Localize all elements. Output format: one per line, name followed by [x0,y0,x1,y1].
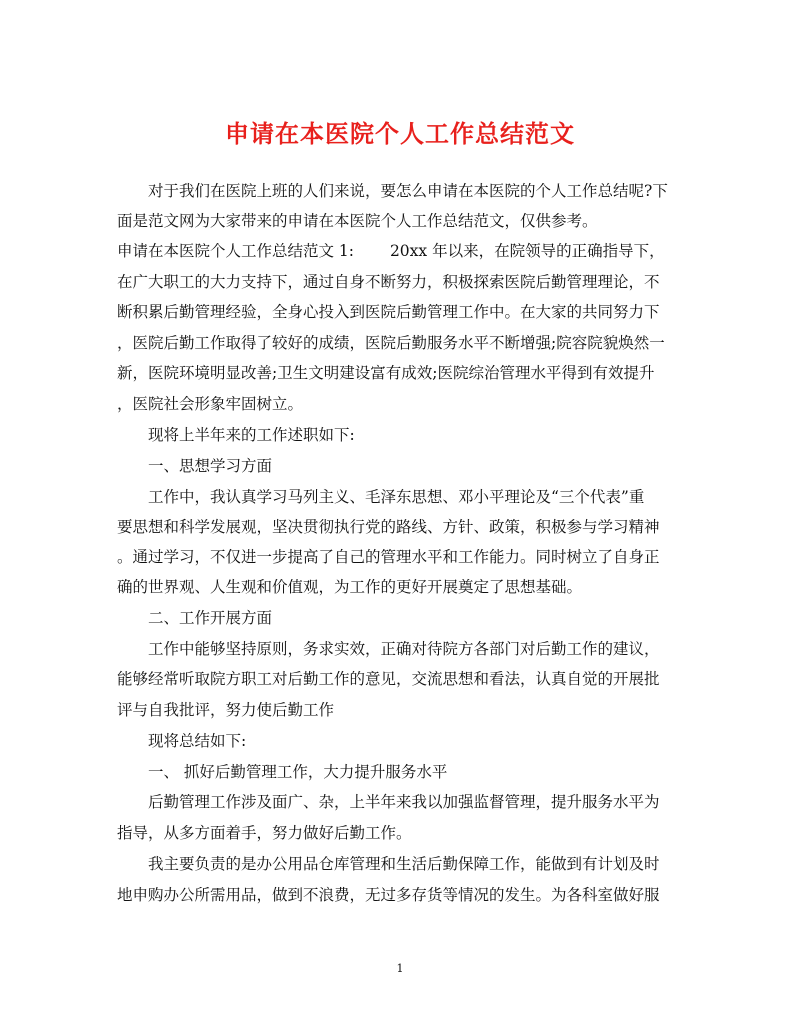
body-line: 面是范文网为大家带来的申请在本医院个人工作总结范文，仅供参考。 [117,212,598,230]
body-line: 后勤管理工作涉及面广、杂，上半年来我以加强监督管理，提升服务水平为 [148,793,660,811]
body-line: 现将上半年来的工作述职如下: [148,426,355,444]
section-heading: 一、思想学习方面 [148,457,273,475]
page-number: 1 [396,962,404,975]
body-line: 我主要负责的是办公用品仓库管理和生活后勤保障工作，能做到有计划及时 [148,855,660,873]
body-line: 现将总结如下: [148,732,247,750]
body-line: 对于我们在医院上班的人们来说，要怎么申请在本医院的个人工作总结呢?下 [148,182,668,200]
section-heading: 一、 抓好后勤管理工作，大力提升服务水平 [148,763,448,781]
body-line: 地申购办公所需用品，做到不浪费，无过多存货等情况的发生。为各科室做好服 [117,886,660,904]
body-line: 新，医院环境明显改善;卫生文明建设富有成效;医院综治管理水平得到有效提升 [117,364,655,382]
body-line: 申请在本医院个人工作总结范文 1: 20xx 年以来，在院领导的正确指导下， [117,242,665,260]
body-line: 评与自我批评，努力使后勤工作 [117,701,335,719]
body-line: 在广大职工的大力支持下，通过自身不断努力，积极探索医院后勤管理理论，不 [117,273,660,291]
body-line: ，医院社会形象牢固树立。 [117,395,304,413]
body-line: 。通过学习，不仅进一步提高了自己的管理水平和工作能力。同时树立了自身正 [117,548,660,566]
body-line: 能够经常听取院方职工对后勤工作的意见，交流思想和看法，认真自觉的开展批 [117,670,660,688]
document-title: 申请在本医院个人工作总结范文 [225,119,575,148]
section-heading: 二、工作开展方面 [148,609,273,627]
body-line: 工作中，我认真学习马列主义、毛泽东思想、邓小平理论及“三个代表”重 [148,488,645,506]
body-line: 断积累后勤管理经验，全身心投入到医院后勤管理工作中。在大家的共同努力下 [117,303,660,321]
body-line: 指导，从多方面着手，努力做好后勤工作。 [117,824,412,842]
body-line: 要思想和科学发展观，坚决贯彻执行党的路线、方针、政策，积极参与学习精神 [117,518,660,536]
body-line: ，医院后勤工作取得了较好的成绩，医院后勤服务水平不断增强;院容院貌焕然一 [117,334,665,352]
body-line: 确的世界观、人生观和价值观，为工作的更好开展奠定了思想基础。 [117,578,583,596]
body-line: 工作中能够坚持原则，务求实效，正确对待院方各部门对后勤工作的建议， [148,640,660,658]
